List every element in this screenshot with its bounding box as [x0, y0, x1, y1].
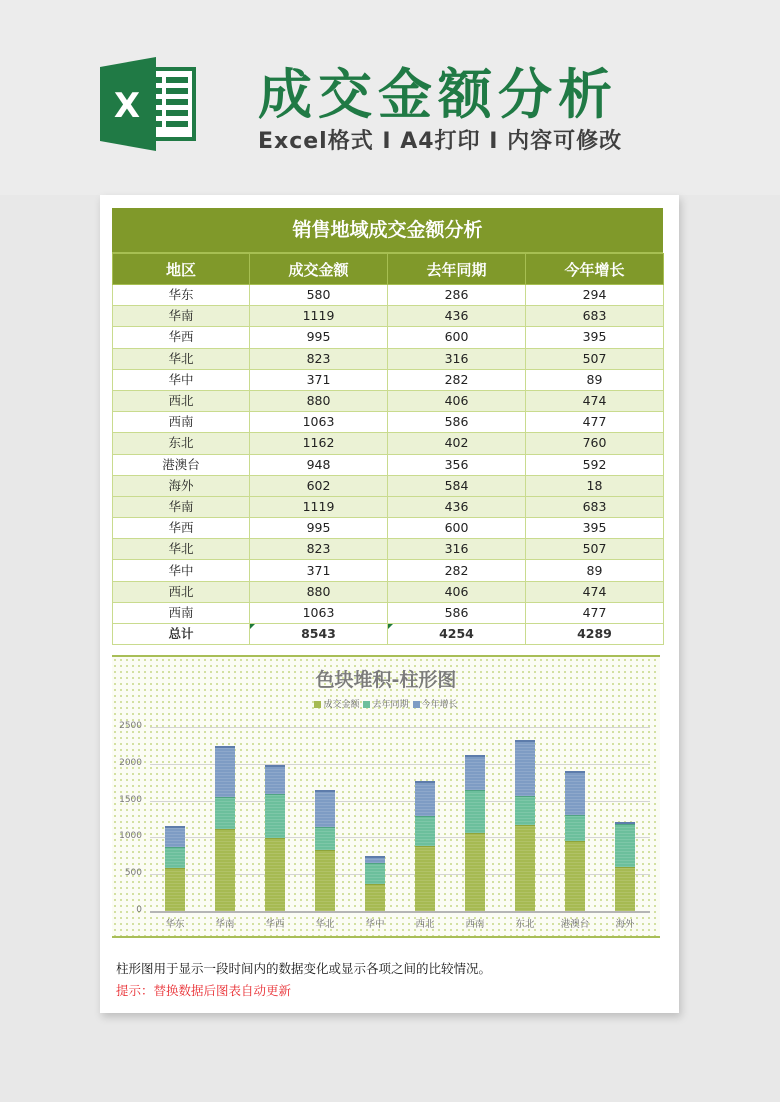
table-row [113, 306, 664, 327]
update-hint: 提示：替换数据后图表自动更新 [116, 983, 292, 998]
cell-region[interactable]: 华东 [113, 285, 250, 306]
cell-amount[interactable]: 1063 [250, 602, 388, 623]
cell-last-year[interactable]: 600 [388, 518, 526, 539]
cell-region[interactable]: 华北 [113, 539, 250, 560]
table-header-row [113, 254, 664, 285]
x-tick-label: 华北 [315, 919, 335, 930]
y-tick-label: 0 [136, 905, 142, 915]
cell-growth[interactable]: 89 [526, 369, 664, 390]
cell-growth[interactable]: 477 [526, 412, 664, 433]
bar-segment[interactable] [415, 781, 435, 816]
cell-region[interactable]: 华西 [113, 327, 250, 348]
cell-last-year[interactable]: 600 [388, 327, 526, 348]
bar-stack[interactable] [565, 657, 585, 911]
cell-amount[interactable]: 1119 [250, 306, 388, 327]
bar-segment[interactable] [415, 846, 435, 911]
bar-segment[interactable] [465, 755, 485, 790]
bar-segment[interactable] [215, 746, 235, 796]
bar-segment[interactable] [365, 856, 385, 863]
table-body [113, 285, 664, 624]
page-subtitle: Excel格式 I A4打印 I 内容可修改 [258, 129, 623, 154]
bar-stack[interactable] [165, 657, 185, 911]
column-header-region: 地区 [113, 254, 250, 285]
cell-last-year[interactable]: 586 [388, 412, 526, 433]
bar-stack[interactable] [315, 657, 335, 911]
x-tick-label: 华南 [215, 919, 235, 930]
cell-last-year[interactable]: 316 [388, 539, 526, 560]
x-tick-label: 西南 [465, 919, 485, 930]
cell-region[interactable]: 华中 [113, 369, 250, 390]
table-row [113, 348, 664, 369]
legend-label: 成交金额 [323, 700, 360, 710]
table-total-row [113, 624, 664, 645]
formula-indicator-icon [250, 624, 255, 629]
cell-growth[interactable]: 294 [526, 285, 664, 306]
bar-segment[interactable] [615, 867, 635, 911]
y-tick-label: 500 [124, 868, 142, 879]
document-card [100, 195, 679, 1013]
sales-table [112, 253, 664, 645]
cell-region[interactable]: 华南 [113, 306, 250, 327]
cell-amount[interactable]: 1063 [250, 412, 388, 433]
table-row [113, 412, 664, 433]
y-tick-label: 2500 [119, 721, 142, 731]
table-row [113, 496, 664, 517]
total-label[interactable]: 总计 [113, 624, 250, 645]
cell-amount[interactable]: 995 [250, 327, 388, 348]
table-row [113, 518, 664, 539]
bar-segment[interactable] [165, 847, 185, 868]
page-title: 成交金额分析 [258, 63, 618, 126]
cell-amount[interactable]: 1119 [250, 496, 388, 517]
column-header-last-year: 去年同期 [388, 254, 526, 285]
legend-label: 去年同期 [372, 700, 409, 710]
cell-last-year[interactable]: 316 [388, 348, 526, 369]
cell-growth[interactable]: 507 [526, 348, 664, 369]
cell-last-year[interactable]: 356 [388, 454, 526, 475]
table-row [113, 539, 664, 560]
cell-amount[interactable]: 602 [250, 475, 388, 496]
table-row [113, 390, 664, 411]
bar-segment[interactable] [465, 790, 485, 833]
cell-growth[interactable]: 683 [526, 306, 664, 327]
bar-segment[interactable] [415, 816, 435, 846]
cell-last-year[interactable]: 406 [388, 390, 526, 411]
y-tick-label: 2000 [119, 757, 142, 768]
table-row [113, 602, 664, 623]
cell-region[interactable]: 华北 [113, 348, 250, 369]
cell-region[interactable]: 西南 [113, 412, 250, 433]
bar-segment[interactable] [565, 771, 585, 815]
cell-region[interactable]: 海外 [113, 475, 250, 496]
bar-segment[interactable] [365, 884, 385, 911]
cell-last-year[interactable]: 286 [388, 285, 526, 306]
bar-segment[interactable] [215, 797, 235, 829]
bar-segment[interactable] [615, 822, 635, 824]
bar-segment[interactable] [515, 740, 535, 796]
cell-growth[interactable]: 507 [526, 539, 664, 560]
bar-segment[interactable] [515, 796, 535, 826]
total-growth[interactable]: 4289 [526, 624, 664, 645]
top-banner [0, 0, 780, 195]
table-row [113, 369, 664, 390]
total-amount[interactable]: 8543 [250, 624, 388, 645]
cell-last-year[interactable]: 282 [388, 369, 526, 390]
bar-segment[interactable] [265, 794, 285, 838]
cell-growth[interactable]: 474 [526, 581, 664, 602]
x-tick-label: 港澳台 [560, 919, 590, 930]
bar-stack[interactable] [415, 657, 435, 911]
chart-description: 柱形图用于显示一段时间内的数据变化或显示各项之间的比较情况。 [116, 961, 492, 976]
cell-last-year[interactable]: 436 [388, 496, 526, 517]
cell-region[interactable]: 港澳台 [113, 454, 250, 475]
cell-growth[interactable]: 395 [526, 518, 664, 539]
bar-segment[interactable] [365, 863, 385, 884]
cell-region[interactable]: 华西 [113, 518, 250, 539]
table-row [113, 581, 664, 602]
x-tick-label: 华东 [165, 919, 185, 930]
table-row [113, 454, 664, 475]
table-row [113, 560, 664, 581]
bar-segment[interactable] [265, 838, 285, 911]
cell-amount[interactable]: 995 [250, 518, 388, 539]
column-header-amount: 成交金额 [250, 254, 388, 285]
cell-region[interactable]: 华中 [113, 560, 250, 581]
table-row [113, 327, 664, 348]
cell-growth[interactable]: 18 [526, 475, 664, 496]
bar-segment[interactable] [315, 850, 335, 911]
cell-amount[interactable]: 880 [250, 581, 388, 602]
cell-growth[interactable]: 760 [526, 433, 664, 454]
cell-growth[interactable]: 477 [526, 602, 664, 623]
cell-amount[interactable]: 1162 [250, 433, 388, 454]
cell-last-year[interactable]: 436 [388, 306, 526, 327]
bar-segment[interactable] [165, 826, 185, 848]
x-axis-line [150, 911, 650, 913]
table-row [113, 433, 664, 454]
bar-segment[interactable] [565, 841, 585, 911]
cell-amount[interactable]: 580 [250, 285, 388, 306]
svg-text:X: X [113, 86, 141, 126]
bar-stack[interactable] [215, 657, 235, 911]
cell-growth[interactable]: 592 [526, 454, 664, 475]
stacked-bar-chart[interactable] [112, 655, 660, 938]
cell-region[interactable]: 华南 [113, 496, 250, 517]
cell-growth[interactable]: 474 [526, 390, 664, 411]
x-tick-label: 东北 [515, 919, 535, 930]
x-tick-label: 华西 [265, 919, 285, 930]
cell-amount[interactable]: 823 [250, 348, 388, 369]
cell-region[interactable]: 西南 [113, 602, 250, 623]
bar-segment[interactable] [265, 765, 285, 794]
cell-last-year[interactable]: 402 [388, 433, 526, 454]
cell-amount[interactable]: 371 [250, 369, 388, 390]
table-row [113, 475, 664, 496]
legend-label: 今年增长 [421, 700, 458, 710]
sales-table-wrap [112, 208, 663, 645]
y-tick-label: 1000 [119, 831, 142, 842]
bar-segment[interactable] [315, 790, 335, 827]
cell-growth[interactable]: 395 [526, 327, 664, 348]
cell-amount[interactable]: 880 [250, 390, 388, 411]
cell-region[interactable]: 西北 [113, 390, 250, 411]
bar-segment[interactable] [515, 825, 535, 911]
bar-segment[interactable] [565, 815, 585, 841]
cell-last-year[interactable]: 406 [388, 581, 526, 602]
y-tick-label: 1500 [119, 794, 142, 805]
cell-amount[interactable]: 948 [250, 454, 388, 475]
bar-segment[interactable] [315, 827, 335, 850]
column-header-growth: 今年增长 [526, 254, 664, 285]
cell-region[interactable]: 西北 [113, 581, 250, 602]
formula-indicator-icon [388, 624, 393, 629]
x-tick-label: 西北 [415, 919, 435, 930]
cell-region[interactable]: 东北 [113, 433, 250, 454]
x-tick-label: 华中 [365, 919, 385, 930]
total-last-year[interactable]: 4254 [388, 624, 526, 645]
cell-growth[interactable]: 89 [526, 560, 664, 581]
cell-amount[interactable]: 823 [250, 539, 388, 560]
bar-segment[interactable] [215, 829, 235, 911]
bar-segment[interactable] [165, 868, 185, 911]
cell-amount[interactable]: 371 [250, 560, 388, 581]
cell-growth[interactable]: 683 [526, 496, 664, 517]
bar-segment[interactable] [465, 833, 485, 911]
bar-segment[interactable] [615, 824, 635, 867]
bar-stack[interactable] [515, 657, 535, 911]
excel-logo-icon [100, 57, 198, 151]
table-title: 销售地域成交金额分析 [112, 208, 663, 253]
cell-last-year[interactable]: 586 [388, 602, 526, 623]
bar-stack[interactable] [265, 657, 285, 911]
table-row [113, 285, 664, 306]
chart-title: 色块堆积-柱形图 [315, 669, 457, 691]
bar-stack[interactable] [465, 657, 485, 911]
cell-last-year[interactable]: 282 [388, 560, 526, 581]
bar-stack[interactable] [365, 657, 385, 911]
bar-stack[interactable] [615, 657, 635, 911]
x-tick-label: 海外 [615, 919, 635, 930]
cell-last-year[interactable]: 584 [388, 475, 526, 496]
